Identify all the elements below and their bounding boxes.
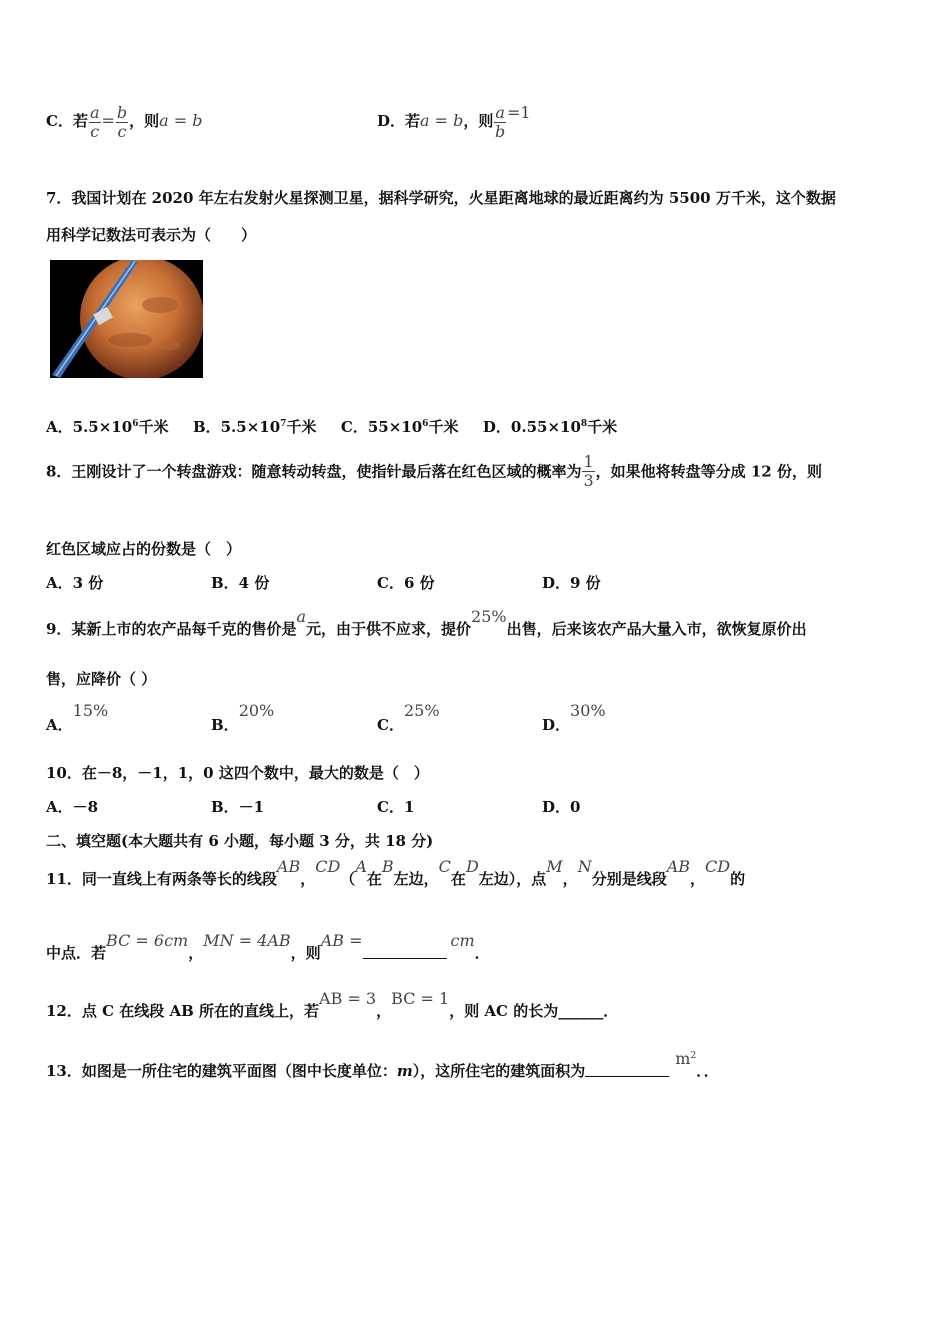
q10-option-d: D．0 xyxy=(542,798,581,816)
q10-option-c: C．1 xyxy=(377,798,415,816)
q9-stem-line1: 9．某新上市的农产品每千克的售价是a元，由于供不应求，提价25%出售，后来该农产品大量入市，欲恢复原价出 xyxy=(46,607,807,638)
fraction-one-third: $\frac{1}{3}$ xyxy=(583,452,594,490)
q8-option-d: D．9 份 xyxy=(542,574,601,592)
q9-option-c: C．25% xyxy=(377,701,440,734)
q13-answer-blank[interactable] xyxy=(585,1062,669,1077)
q11-stem-line2: 中点．若BC = 6cm，MN = 4AB，则AB = cm． xyxy=(46,931,490,962)
q10-option-a: A．－8 xyxy=(46,798,99,816)
q12-stem: 12．点 C 在线段 AB 所在的直线上，若AB = 3，BC = 1，则 AC 的长为______． xyxy=(46,989,619,1020)
q10-option-b: B．－1 xyxy=(211,798,265,816)
q7-options xyxy=(46,416,617,437)
q6-option-d: D．若a = b，则 $\frac{a}{b}$ =1 xyxy=(377,103,531,141)
q8-stem-line1: 8．王刚设计了一个转盘游戏：随意转动转盘，使指针最后落在红色区域的概率为 $\frac{1}{3}$ ，如果他将转盘等分成 12 份，则 xyxy=(46,452,822,490)
q10-stem: 10．在－8，－1，1，0 这四个数中，最大的数是（ ） xyxy=(46,764,429,782)
q7-option-d: D．$0.55\times 10^8$千米 xyxy=(482,418,618,436)
q7-stem-line1: 7．我国计划在 2020 年左右发射火星探测卫星，据科学研究，火星距离地球的最近距离约为 5500 万千米，这个数据 xyxy=(46,189,836,207)
q13-stem: 13．如图是一所住宅的建筑平面图（图中长度单位：m），这所住宅的建筑面积为$m^2$．． xyxy=(46,1049,719,1080)
q7-option-b: B．$5.5\times 10^7$千米 xyxy=(192,418,317,436)
q8-stem-line2: 红色区域应占的份数是（ ） xyxy=(46,540,242,558)
q9-option-a: A．15% xyxy=(46,701,109,734)
mars-probe-image xyxy=(50,260,203,378)
q9-option-d: D．30% xyxy=(542,701,606,734)
q8-option-a: A．3 份 xyxy=(46,574,104,592)
q6-option-c: C．若 $\frac{a}{c}$ = $\frac{b}{c}$ ，则a = b xyxy=(46,103,203,141)
q8-option-c: C．6 份 xyxy=(377,574,435,592)
q9-stem-line2: 售，应降价（ ） xyxy=(46,670,157,688)
q9-option-b: B．20% xyxy=(211,701,275,734)
q7-option-c: C．$55\times 10^6$千米 xyxy=(340,418,459,436)
q7-stem-line2: 用科学记数法可表示为（ ） xyxy=(46,226,257,244)
q8-option-b: B．4 份 xyxy=(211,574,270,592)
q11-answer-blank[interactable] xyxy=(363,944,447,959)
section-heading-fill-in: 二、填空题(本大题共有 6 小题，每小题 3 分，共 18 分) xyxy=(46,832,434,850)
fraction-a-over-c: $\frac{a}{c}$ xyxy=(89,103,100,141)
fraction-a-over-b: $\frac{a}{b}$ xyxy=(495,103,506,141)
q7-option-a: A．$5.5\times 10^6$千米 xyxy=(46,418,169,436)
fraction-b-over-c: $\frac{b}{c}$ xyxy=(116,103,128,141)
q11-stem-line1: 11．同一直线上有两条等长的线段AB，CD（A在B左边，C在D左边），点M，N分别是线段AB，CD的 xyxy=(46,857,746,888)
